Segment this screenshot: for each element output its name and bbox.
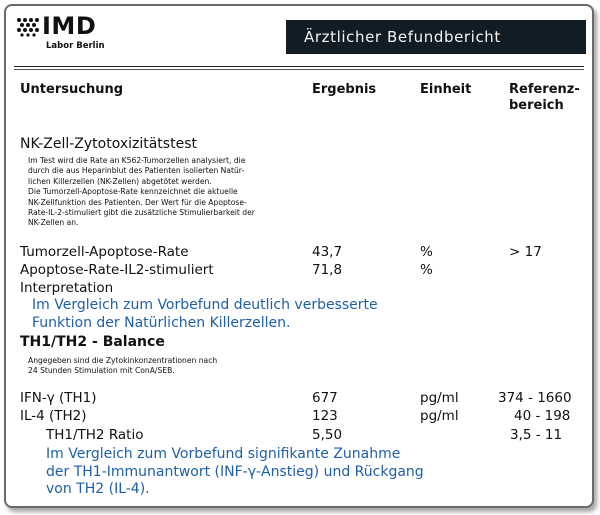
nk-row-result: 71,8 (312, 262, 343, 278)
th-interpretation-line: der TH1-Immunantwort (INF-γ-Anstieg) und Rückgang (46, 463, 424, 480)
th-row-unit: pg/ml (420, 408, 459, 424)
header-divider (14, 66, 584, 67)
nk-note-line: Im Test wird die Rate an K562-Tumorzellen analysiert, die (28, 156, 246, 165)
th-note-line: 24 Stunden Stimulation mit ConA/SEB. (28, 366, 175, 376)
report-title: Ärztlicher Befundbericht (304, 28, 501, 46)
column-header-untersuchung: Untersuchung (20, 82, 124, 97)
th-row-result: 5,50 (312, 427, 343, 443)
nk-row-name: Tumorzell-Apoptose-Rate (20, 244, 189, 260)
nk-interpretation-text (32, 297, 378, 332)
column-header-referenz (509, 82, 580, 114)
column-header-referenz-line2: bereich (509, 98, 564, 113)
column-header-referenz-line1: Referenz- (509, 82, 580, 97)
header-divider-secondary (14, 69, 584, 70)
logo-text: IMD (42, 12, 97, 40)
report-frame (4, 4, 594, 508)
th-row-result: 677 (312, 390, 338, 406)
nk-row-name: Apoptose-Rate-IL2-stimuliert (20, 262, 214, 278)
th-interpretation-line: Im Vergleich zum Vorbefund signifikante Zunahme (46, 446, 401, 462)
nk-note-line: NK-Zellfunktion des Patienten. Der Wert für die Apoptose- (28, 197, 247, 207)
report-title-box (286, 20, 586, 54)
column-header-einheit: Einheit (420, 82, 472, 97)
nk-notes (28, 156, 255, 229)
th-row-name: IFN-γ (TH1) (20, 390, 97, 406)
nk-note-line: Die Tumorzell-Apoptose-Rate kennzeichnet die aktuelle (28, 187, 238, 197)
nk-row-result: 43,7 (312, 244, 343, 260)
th-interpretation-line: von TH2 (IL-4). (46, 481, 150, 497)
nk-interpretation-line: Funktion der Natürlichen Killerzellen. (32, 314, 291, 331)
th-row-unit: pg/ml (420, 390, 459, 406)
nk-row-unit: % (420, 262, 433, 278)
nk-interpretation-label: Interpretation (20, 280, 114, 296)
nk-note-line: durch die aus Heparinblut des Patienten isolierten Natür- (28, 166, 245, 176)
nk-note-line: NK-Zellen an. (28, 218, 79, 228)
nk-row-reference: > 17 (509, 244, 542, 260)
th-interpretation-text (46, 446, 424, 499)
nk-note-line: Rate-IL-2-stimuliert gibt die zusätzliche Stimulierbarkeit der (28, 208, 255, 218)
column-header-ergebnis: Ergebnis (312, 82, 377, 97)
logo-subtitle: Labor Berlin (46, 41, 105, 51)
th-row-reference: 40 - 198 (514, 408, 571, 424)
nk-row-unit: % (420, 244, 433, 260)
nk-note-line: lichen Killerzellen (NK-Zellen) abgetötet werden. (28, 176, 212, 186)
th-row-name: IL-4 (TH2) (20, 408, 87, 424)
th-notes (28, 356, 217, 377)
th-row-result: 123 (312, 408, 338, 424)
nk-interpretation-line: Im Vergleich zum Vorbefund deutlich verbesserte (32, 297, 378, 313)
th-note-line: Angegeben sind die Zytokinkonzentrationen nach (28, 356, 218, 365)
th-section-title: TH1/TH2 - Balance (20, 334, 165, 350)
th-row-name: TH1/TH2 Ratio (46, 427, 144, 443)
dot-grid-icon (16, 17, 40, 37)
th-row-reference: 3,5 - 11 (510, 427, 563, 443)
th-row-reference: 374 - 1660 (498, 390, 572, 406)
nk-section-title: NK-Zell-Zytotoxizitätstest (20, 136, 197, 152)
imd-logo (16, 14, 136, 54)
